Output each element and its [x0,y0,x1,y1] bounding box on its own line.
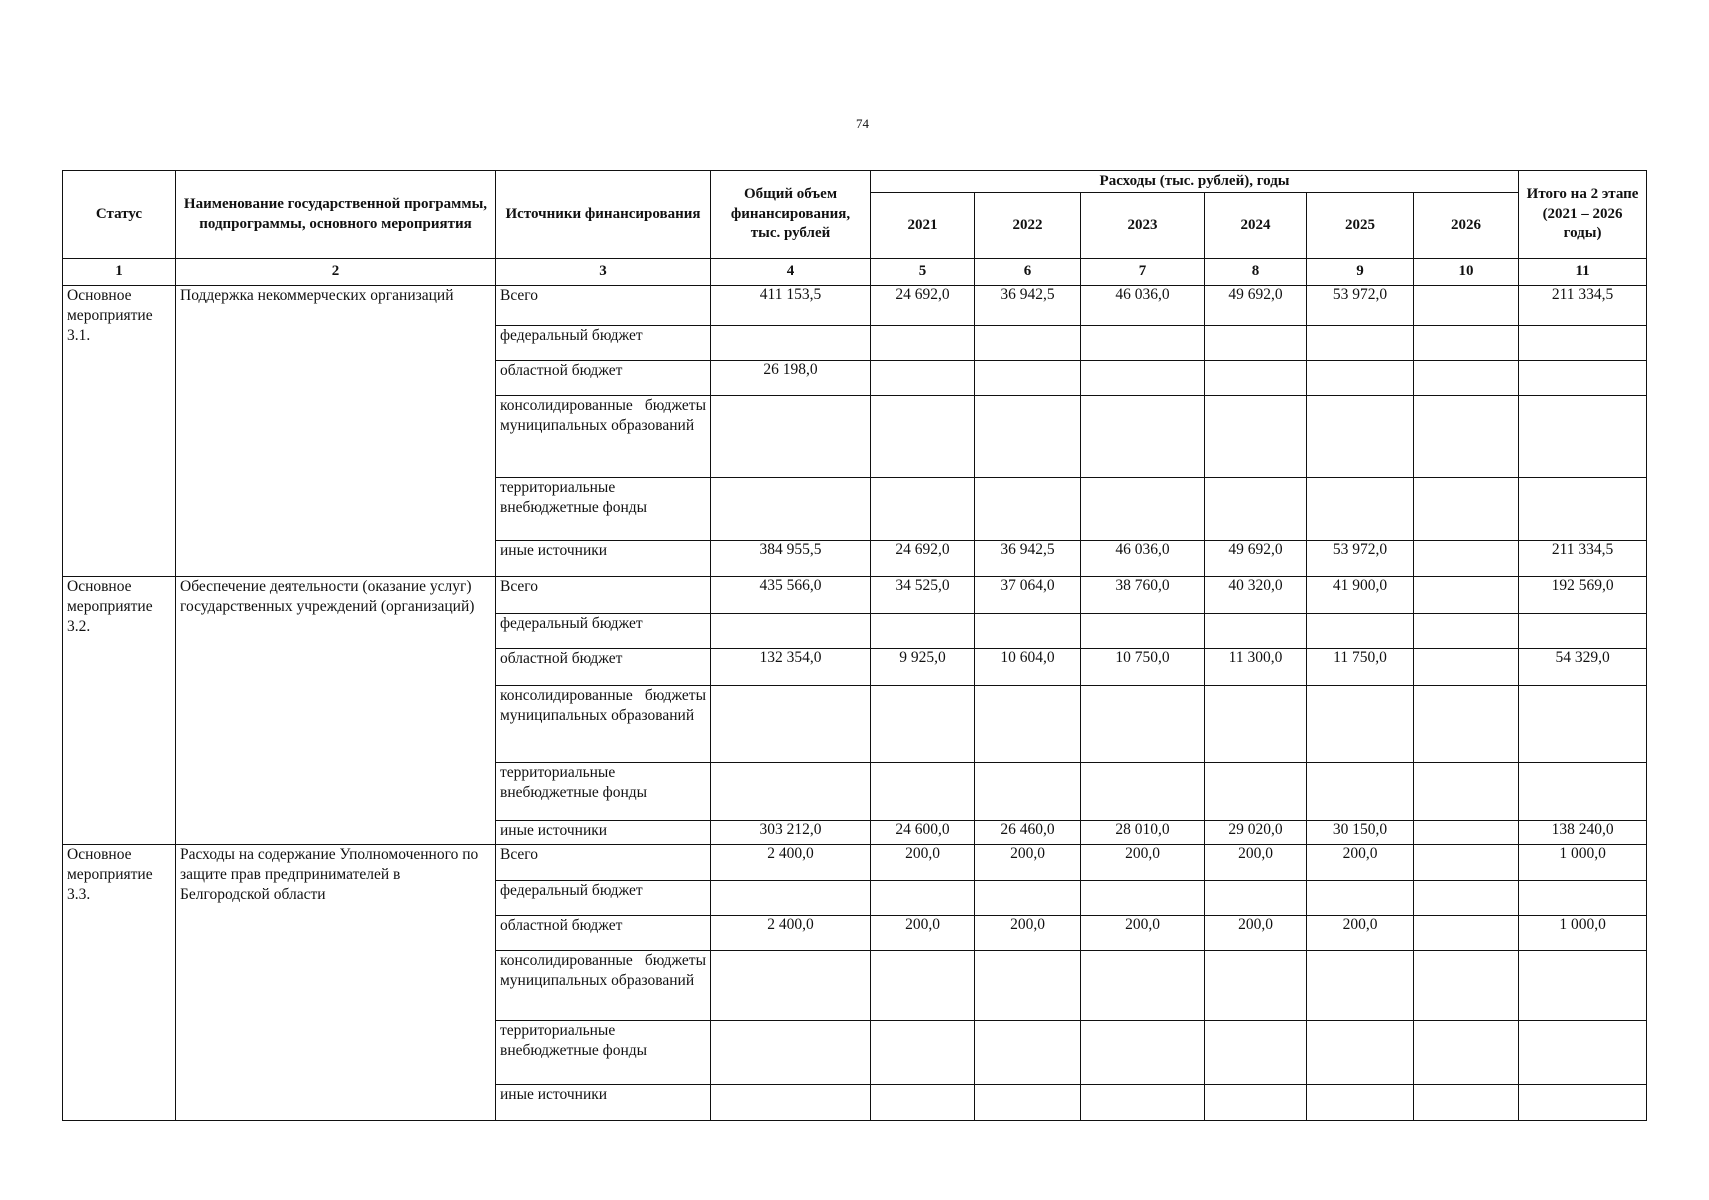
total-cell [711,686,871,763]
year-2024-cell [1205,396,1307,478]
year-2025-cell [1307,881,1414,916]
source-cell [496,763,711,821]
total-cell [711,326,871,361]
source-cell [496,649,711,686]
source-cell [496,845,711,881]
table-row [63,845,1647,881]
header-year: 2026 [1414,193,1519,259]
stage-total-cell [1519,478,1647,541]
source-label: областной бюджет [500,362,623,379]
year-2026-cell [1414,649,1519,686]
year-2026-cell [1414,686,1519,763]
column-number: 8 [1205,259,1307,286]
stage-total-cell: 211 334,5 [1519,286,1647,326]
year-2022-cell [975,686,1081,763]
stage-total-cell: 1 000,0 [1519,916,1647,951]
year-2025-cell [1307,326,1414,361]
year-2024-cell: 11 300,0 [1205,649,1307,686]
stage-total-cell [1519,881,1647,916]
source-cell [496,286,711,326]
source-label: Всего [500,578,539,595]
year-2026-cell [1414,845,1519,881]
year-2024-cell [1205,881,1307,916]
total-cell: 26 198,0 [711,361,871,396]
year-2022-cell: 200,0 [975,916,1081,951]
year-2023-cell [1081,478,1205,541]
header-status: Статус [63,171,176,259]
year-2025-cell [1307,763,1414,821]
year-2026-cell [1414,614,1519,649]
year-2023-cell [1081,763,1205,821]
stage-total-cell [1519,361,1647,396]
source-label: территориальные внебюджетные фонды [500,479,648,517]
year-2026-cell [1414,541,1519,577]
year-2022-cell [975,1085,1081,1121]
column-number: 2 [176,259,496,286]
year-2022-cell [975,763,1081,821]
source-label: федеральный бюджет [500,615,643,632]
year-2026-cell [1414,916,1519,951]
year-2023-cell [1081,361,1205,396]
source-label: иные источники [500,1086,608,1103]
header-expenses: Расходы (тыс. рублей), годы [871,171,1519,193]
year-2026-cell [1414,361,1519,396]
activity-name-cell: Обеспечение деятельности (оказание услуг) государственных учреждений (организаций) [176,577,496,845]
year-2022-cell: 36 942,5 [975,541,1081,577]
year-2026-cell [1414,763,1519,821]
year-2022-cell: 200,0 [975,845,1081,881]
year-2022-cell [975,951,1081,1021]
column-number: 3 [496,259,711,286]
column-number: 6 [975,259,1081,286]
year-2021-cell [871,396,975,478]
header-sources: Источники финансирования [496,171,711,259]
year-2021-cell: 24 692,0 [871,541,975,577]
year-2024-cell: 49 692,0 [1205,286,1307,326]
year-2023-cell: 46 036,0 [1081,286,1205,326]
source-label: консолидированные бюджеты муниципальных образований [500,687,706,725]
column-number: 4 [711,259,871,286]
header-year: 2024 [1205,193,1307,259]
stage-total-cell: 211 334,5 [1519,541,1647,577]
year-2021-cell [871,614,975,649]
year-2021-cell: 200,0 [871,845,975,881]
year-2026-cell [1414,1085,1519,1121]
stage-total-cell: 192 569,0 [1519,577,1647,614]
stage-total-cell [1519,763,1647,821]
source-cell [496,326,711,361]
year-2024-cell [1205,763,1307,821]
total-cell [711,1085,871,1121]
year-2026-cell [1414,396,1519,478]
header-name: Наименование государственной программы, подпрограммы, основного мероприятия [176,171,496,259]
year-2023-cell [1081,1021,1205,1085]
stage-total-cell [1519,951,1647,1021]
column-number: 10 [1414,259,1519,286]
stage-total-cell: 54 329,0 [1519,649,1647,686]
year-2023-cell: 10 750,0 [1081,649,1205,686]
header-total: Общий объем финансирования, тыс. рублей [711,171,871,259]
source-cell [496,361,711,396]
year-2021-cell [871,686,975,763]
stage-total-cell [1519,686,1647,763]
year-2026-cell [1414,951,1519,1021]
year-2024-cell: 49 692,0 [1205,541,1307,577]
year-2021-cell: 24 692,0 [871,286,975,326]
year-2023-cell: 46 036,0 [1081,541,1205,577]
header-year: 2021 [871,193,975,259]
year-2024-cell [1205,478,1307,541]
stage-total-cell: 138 240,0 [1519,821,1647,845]
column-number: 5 [871,259,975,286]
year-2023-cell: 28 010,0 [1081,821,1205,845]
year-2025-cell [1307,951,1414,1021]
year-2022-cell: 36 942,5 [975,286,1081,326]
year-2021-cell [871,763,975,821]
year-2023-cell [1081,1085,1205,1121]
year-2023-cell [1081,686,1205,763]
source-label: Всего [500,846,539,863]
source-label: территориальные внебюджетные фонды [500,1022,648,1060]
year-2022-cell [975,1021,1081,1085]
year-2026-cell [1414,821,1519,845]
year-2022-cell: 10 604,0 [975,649,1081,686]
year-2025-cell [1307,478,1414,541]
total-cell [711,614,871,649]
year-2024-cell [1205,686,1307,763]
year-2026-cell [1414,1021,1519,1085]
total-cell: 2 400,0 [711,916,871,951]
status-cell: Основное мероприятие 3.1. [63,286,176,577]
activity-name-cell: Поддержка некоммерческих организаций [176,286,496,577]
total-cell: 411 153,5 [711,286,871,326]
column-number: 7 [1081,259,1205,286]
status-cell: Основное мероприятие 3.2. [63,577,176,845]
source-label: территориальные внебюджетные фонды [500,764,648,802]
year-2021-cell [871,361,975,396]
source-label: областной бюджет [500,917,623,934]
total-cell [711,1021,871,1085]
stage-total-cell [1519,326,1647,361]
status-cell: Основное мероприятие 3.3. [63,845,176,1121]
source-label: консолидированные бюджеты муниципальных образований [500,952,706,990]
header-year: 2023 [1081,193,1205,259]
year-2022-cell [975,361,1081,396]
source-cell [496,881,711,916]
source-cell [496,821,711,845]
year-2021-cell: 9 925,0 [871,649,975,686]
year-2026-cell [1414,326,1519,361]
table-row [63,577,1647,614]
year-2021-cell: 24 600,0 [871,821,975,845]
year-2024-cell: 29 020,0 [1205,821,1307,845]
total-cell [711,951,871,1021]
source-cell [496,686,711,763]
total-cell: 2 400,0 [711,845,871,881]
year-2025-cell [1307,361,1414,396]
year-2022-cell [975,396,1081,478]
stage-total-cell [1519,396,1647,478]
year-2024-cell: 40 320,0 [1205,577,1307,614]
year-2024-cell: 200,0 [1205,845,1307,881]
year-2021-cell: 34 525,0 [871,577,975,614]
year-2021-cell [871,951,975,1021]
total-cell [711,763,871,821]
year-2024-cell [1205,361,1307,396]
year-2025-cell: 53 972,0 [1307,541,1414,577]
year-2024-cell [1205,614,1307,649]
column-number: 11 [1519,259,1647,286]
source-cell [496,577,711,614]
year-2024-cell [1205,326,1307,361]
year-2025-cell [1307,686,1414,763]
total-cell: 132 354,0 [711,649,871,686]
header-year: 2025 [1307,193,1414,259]
year-2022-cell: 26 460,0 [975,821,1081,845]
source-cell [496,1085,711,1121]
year-2021-cell [871,478,975,541]
source-cell [496,541,711,577]
source-cell [496,951,711,1021]
column-number: 1 [63,259,176,286]
year-2025-cell: 11 750,0 [1307,649,1414,686]
page-number: 74 [856,116,869,131]
source-label: Всего [500,287,539,304]
source-cell [496,916,711,951]
year-2025-cell [1307,614,1414,649]
table-row [63,286,1647,326]
year-2023-cell: 200,0 [1081,916,1205,951]
year-2022-cell [975,614,1081,649]
year-2024-cell [1205,951,1307,1021]
source-cell [496,614,711,649]
stage-total-cell [1519,614,1647,649]
year-2025-cell: 200,0 [1307,916,1414,951]
year-2025-cell: 41 900,0 [1307,577,1414,614]
year-2023-cell: 38 760,0 [1081,577,1205,614]
total-cell [711,881,871,916]
year-2023-cell [1081,881,1205,916]
source-label: иные источники [500,542,608,559]
year-2023-cell [1081,614,1205,649]
source-cell [496,478,711,541]
year-2021-cell [871,881,975,916]
column-number: 9 [1307,259,1414,286]
year-2023-cell [1081,951,1205,1021]
year-2022-cell: 37 064,0 [975,577,1081,614]
year-2026-cell [1414,577,1519,614]
year-2023-cell [1081,396,1205,478]
year-2022-cell [975,478,1081,541]
year-2025-cell [1307,396,1414,478]
year-2021-cell [871,326,975,361]
year-2023-cell [1081,326,1205,361]
year-2022-cell [975,881,1081,916]
source-cell [496,1021,711,1085]
column-number-row [63,259,1647,286]
source-cell [496,396,711,478]
financing-table [62,170,1647,1121]
year-2024-cell [1205,1085,1307,1121]
year-2025-cell: 30 150,0 [1307,821,1414,845]
year-2024-cell [1205,1021,1307,1085]
year-2021-cell: 200,0 [871,916,975,951]
header-stage-total: Итого на 2 этапе (2021 – 2026 годы) [1519,171,1647,259]
year-2025-cell: 53 972,0 [1307,286,1414,326]
activity-name-cell: Расходы на содержание Уполномоченного по защите прав предпринимателей в Белгородской области [176,845,496,1121]
source-label: консолидированные бюджеты муниципальных образований [500,397,706,435]
year-2026-cell [1414,478,1519,541]
year-2023-cell: 200,0 [1081,845,1205,881]
year-2026-cell [1414,881,1519,916]
source-label: федеральный бюджет [500,882,643,899]
header-year: 2022 [975,193,1081,259]
source-label: федеральный бюджет [500,327,643,344]
stage-total-cell: 1 000,0 [1519,845,1647,881]
year-2025-cell: 200,0 [1307,845,1414,881]
year-2021-cell [871,1021,975,1085]
total-cell: 435 566,0 [711,577,871,614]
year-2026-cell [1414,286,1519,326]
year-2024-cell: 200,0 [1205,916,1307,951]
year-2025-cell [1307,1085,1414,1121]
stage-total-cell [1519,1085,1647,1121]
year-2022-cell [975,326,1081,361]
total-cell: 303 212,0 [711,821,871,845]
source-label: областной бюджет [500,650,623,667]
year-2025-cell [1307,1021,1414,1085]
stage-total-cell [1519,1021,1647,1085]
source-label: иные источники [500,822,608,839]
year-2021-cell [871,1085,975,1121]
total-cell [711,478,871,541]
total-cell [711,396,871,478]
total-cell: 384 955,5 [711,541,871,577]
